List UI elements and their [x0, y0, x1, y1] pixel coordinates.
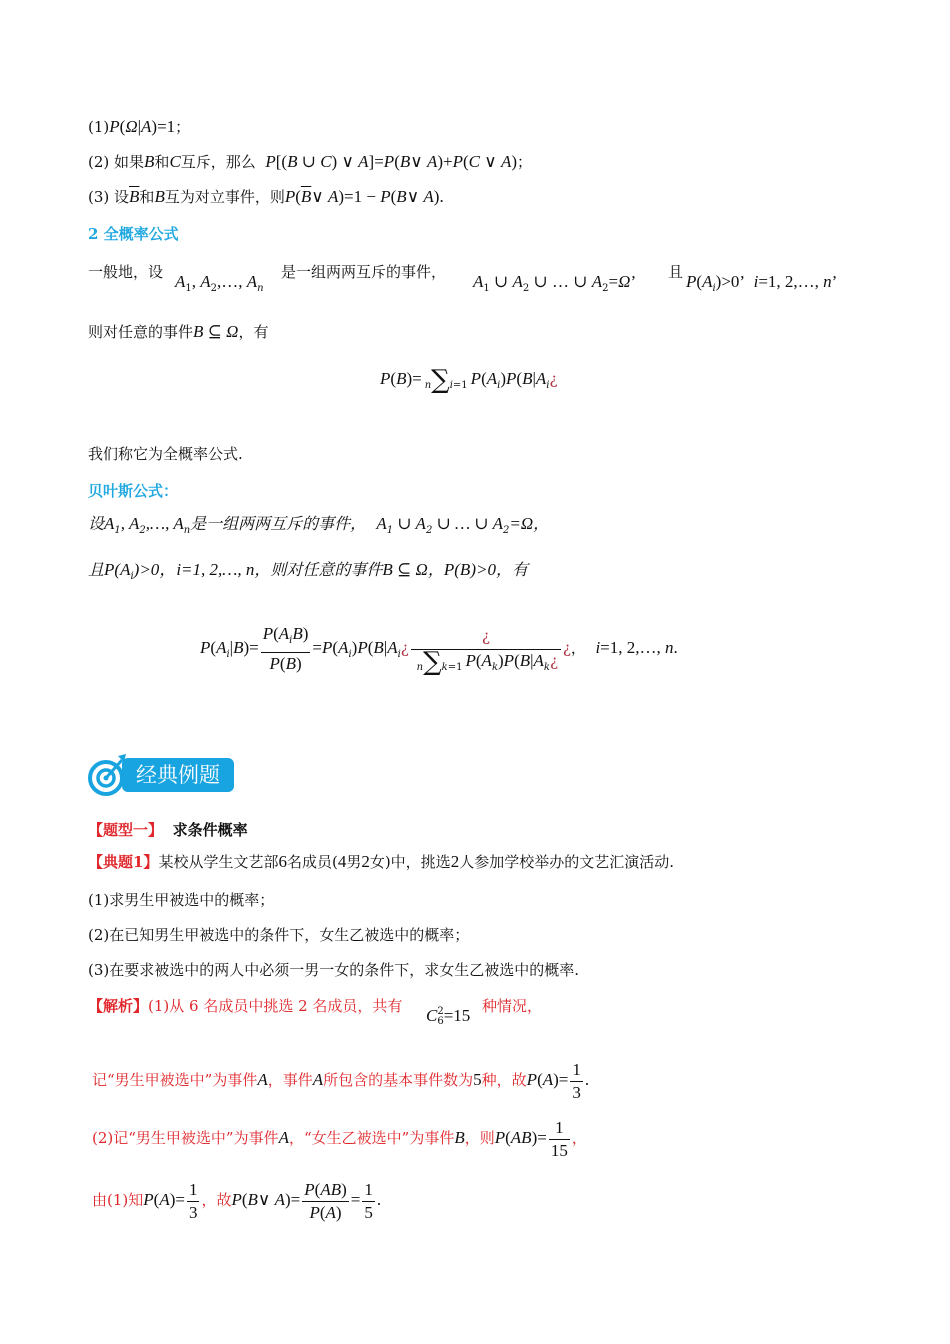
- total-prob-heading: 2 全概率公式: [88, 225, 179, 243]
- solution-1-end: 种情况，: [482, 997, 543, 1015]
- bayes-line-2: 且$P(A_i)>0$，i=1, 2,…, n，则对任意的事件B ⊆ Ω，P(B)>0，有: [88, 560, 528, 583]
- total-prob-mid: 是一组两两互斥的事件，: [281, 263, 447, 281]
- total-prob-then: 则对任意的事件B ⊆ Ω，有: [88, 322, 269, 341]
- total-prob-formula: P(B)= n∑i=1 $P(A_i)P(B|A_i¿$: [380, 365, 558, 395]
- question-type: 【题型一】 求条件概率: [88, 821, 248, 839]
- bayes-line-1: 设$A_1$, $A_2,\dots$, $A_n$是一组两两互斥的事件， $A_1$ ∪ $A_2$ ∪ … ∪ $A_2=\Omega$，: [88, 514, 550, 537]
- example-1-text: 【典题1】某校从学生文艺部6名成员(4男2女)中，挑选2人参加学校举办的文艺汇演活动.: [88, 852, 674, 871]
- total-prob-conclusion: 我们称它为全概率公式.: [88, 445, 243, 463]
- positive-condition: $P(A_i)>0$’ i=1, 2,…, n’: [686, 272, 838, 294]
- solution-1: 【解析】(1)从 6 名成员中挑选 2 名成员，共有: [88, 997, 403, 1015]
- bayes-formula: $P(A_i|B)=$ $\frac{P(A_iB)}{P(B)}$ $=P(A_i)P(B|A_i¿$ $\frac{¿}{n\sum k=1 P(A_k)P(B|A_k¿}$ ¿， i=1, 2,…, n.: [200, 624, 678, 677]
- solution-2: 记“男生甲被选中”为事件A，事件A所包含的基本事件数为5种，故P(A)= $\frac{1}{3}$ .: [92, 1059, 590, 1102]
- bayes-heading: 贝叶斯公式：: [88, 482, 179, 500]
- total-prob-intro: 一般地，设: [88, 263, 164, 281]
- property-3: (3) 设$\overline{B}$和B互为对立事件，则$P(\overline{B}\vee$ A)=1 − P(B∨ A).: [88, 187, 444, 206]
- combination: C2 6=15: [426, 1006, 471, 1027]
- example-q1: (1)求男生甲被选中的概率；: [88, 891, 275, 909]
- property-2: (2) 如果B和C互斥，那么 P[(B ∪ C) ∨ A]=P(B∨ A)+P(C ∨ A)；: [88, 152, 533, 171]
- example-q3: (3)在要求被选中的两人中必须一男一女的条件下，求女生乙被选中的概率.: [88, 961, 580, 979]
- and-word: 且: [668, 263, 684, 281]
- property-1: (1)P(Ω|A)=1；: [88, 117, 191, 136]
- solution-4: 由(1)知P(A)= $\frac{1}{3}$ ，故P(B∨ A)= $\frac{P(AB)}{P(A)}$ = $\frac{1}{5}$ .: [92, 1179, 382, 1222]
- section-badge: 经典例题: [122, 758, 234, 792]
- solution-3: (2)记“男生甲被选中”为事件A，“女生乙被选中”为事件B，则P(AB)= $\frac{1}{15}$ ，: [92, 1117, 587, 1160]
- events-list: $A_1$, $A_2,\dots$, $A_n$: [175, 272, 264, 294]
- union-formula: $A_1$ ∪ $A_2$ ∪ … ∪ $A_2=\Omega$’: [473, 272, 637, 294]
- example-q2: (2)在已知男生甲被选中的条件下，女生乙被选中的概率；: [88, 926, 470, 944]
